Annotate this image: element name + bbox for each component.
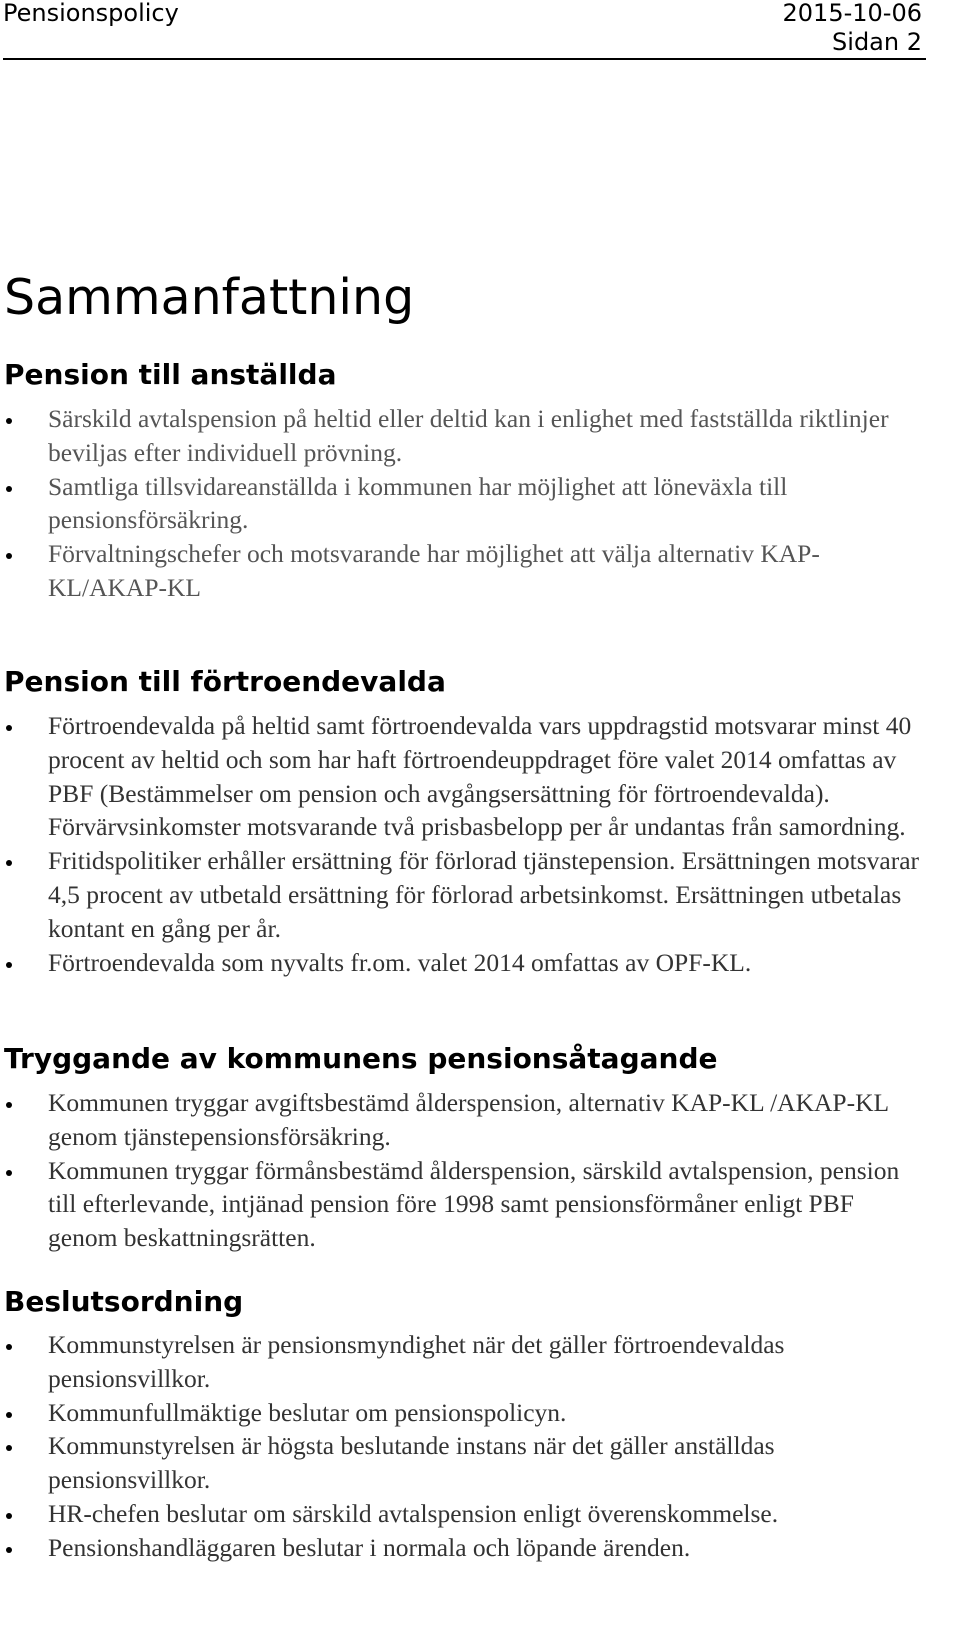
list-item <box>0 1396 925 1430</box>
list-item <box>0 1154 925 1255</box>
bullet-icon <box>6 486 12 492</box>
list-beslutsordning <box>0 1328 925 1565</box>
list-item <box>0 402 925 470</box>
list-item-text: Kommunen tryggar avgiftsbestämd ålderspension, alternativ KAP-KL /AKAP-KL genom tjänstepensionsförsäkring. <box>48 1088 889 1151</box>
list-item <box>0 1429 925 1497</box>
list-item-text: Pensionshandläggaren beslutar i normala och löpande ärenden. <box>48 1532 691 1562</box>
list-item <box>0 1086 925 1154</box>
list-item-text: Förvaltningschefer och motsvarande har möjlighet att välja alternativ KAP-KL/AKAP-KL <box>48 539 820 602</box>
list-item-text: Kommunstyrelsen är pensionsmyndighet när det gäller förtroendevaldas pensionsvillkor. <box>48 1330 785 1393</box>
list-item-text: Särskild avtalspension på heltid eller deltid kan i enlighet med fastställda riktlinjer beviljas efter individuell prövning. <box>48 404 889 467</box>
list-tryggande <box>0 1086 925 1255</box>
bullet-icon <box>6 860 12 866</box>
document-title: Pensionspolicy <box>3 0 179 27</box>
section-heading-tryggande: Tryggande av kommunens pensionsåtagande <box>4 1042 718 1075</box>
list-item <box>0 946 925 980</box>
list-item <box>0 1497 925 1531</box>
list-item-text: HR-chefen beslutar om särskild avtalspension enligt överenskommelse. <box>48 1498 779 1528</box>
list-item-text: Samtliga tillsvidareanställda i kommunen har möjlighet att löneväxla till pensionsförsäkring. <box>48 471 788 535</box>
list-item-text: Fritidspolitiker erhåller ersättning för förlorad tjänstepension. Ersättningen motsvarar 4,5 procent av utbetald ersättning för förlorad arbetsinkomst. Ersättningen utbetalas kontant en gång per år. <box>48 846 920 943</box>
list-pension-fortroendevalda <box>0 709 925 979</box>
list-item <box>0 1328 925 1396</box>
section-heading-pension-anstallda: Pension till anställda <box>4 358 337 391</box>
list-item-text: Kommunen tryggar förmånsbestämd ålderspension, särskild avtalspension, pension till efterlevande, intjänad pension före 1998 samt pensionsförmåner enligt PBF genom beskattningsrätten. <box>48 1155 900 1253</box>
list-item-text: Förtroendevalda som nyvalts fr.om. valet 2014 omfattas av OPF-KL. <box>48 947 752 977</box>
document-date: 2015-10-06 <box>782 0 922 27</box>
list-item <box>0 1531 925 1565</box>
main-title: Sammanfattning <box>4 269 415 326</box>
bullet-icon <box>6 418 12 424</box>
section-heading-pension-fortroendevalda: Pension till förtroendevalda <box>4 665 446 698</box>
bullet-icon <box>6 725 12 731</box>
list-item-text: Kommunfullmäktige beslutar om pensionspolicyn. <box>48 1397 567 1427</box>
bullet-icon <box>6 553 12 559</box>
list-item <box>0 844 925 945</box>
list-pension-anstallda <box>0 402 925 605</box>
bullet-icon <box>6 1344 12 1350</box>
page-header <box>3 0 926 60</box>
list-item-text: Förtroendevalda på heltid samt förtroendevalda vars uppdragstid motsvarar minst 40 procent av heltid och som har haft förtroendeuppdraget före valet 2014 omfattas av PBF (Bestämmelser om pension och avgångsersättning för förtroendevalda). Förvärvsinkomster motsvarande två prisbasbelopp per år undantas från samordning. <box>48 711 912 842</box>
list-item <box>0 470 925 538</box>
bullet-icon <box>6 1547 12 1553</box>
page-number: Sidan 2 <box>832 28 922 56</box>
list-item-text: Kommunstyrelsen är högsta beslutande instans när det gäller anställdas pensionsvillkor. <box>48 1431 775 1495</box>
bullet-icon <box>6 1445 12 1451</box>
list-item <box>0 537 925 605</box>
section-heading-beslutsordning: Beslutsordning <box>4 1285 244 1318</box>
bullet-icon <box>6 1102 12 1108</box>
bullet-icon <box>6 962 12 968</box>
bullet-icon <box>6 1513 12 1519</box>
bullet-icon <box>6 1412 12 1418</box>
bullet-icon <box>6 1170 12 1176</box>
list-item <box>0 709 925 844</box>
